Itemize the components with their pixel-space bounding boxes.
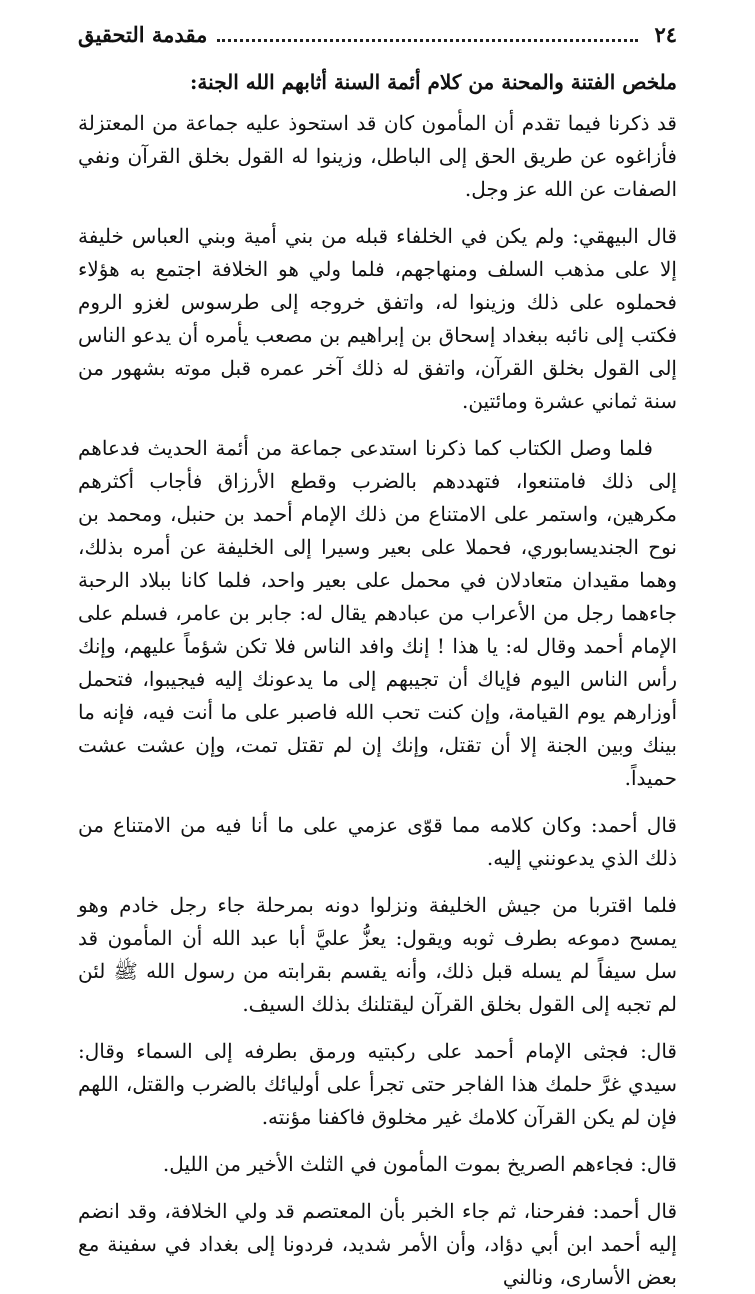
page-body: [78, 66, 677, 1294]
paragraph: فلما اقتربا من جيش الخليفة ونزلوا دونه بمرحلة جاء رجل خادم وهو يمسح دموعه بطرف ثوبه ويقول: يعزُّ عليَّ أبا عبد الله أن المأمون قد سل سيفاً لم يسله قبل ذلك، وأنه يقسم بقرابته من رسول الله ﷺ لئن لم تجبه إلى القول بخلق القرآن ليقتلنك بذلك السيف.: [78, 893, 677, 1016]
paragraph: قد ذكرنا فيما تقدم أن المأمون كان قد استحوذ عليه جماعة من المعتزلة فأزاغوه عن طريق الحق إلى الباطل، وزينوا له القول بخلق القرآن ونفي الصفات عن الله عز وجل.: [78, 111, 677, 201]
paragraph: قال أحمد: وكان كلامه مما قوّى عزمي على ما أنا فيه من الامتناع من ذلك الذي يدعونني إليه.: [78, 813, 677, 870]
paragraph: قال: فجاءهم الصريخ بموت المأمون في الثلث الأخير من الليل.: [162, 1152, 677, 1176]
paragraph: قال أحمد: ففرحنا، ثم جاء الخبر بأن المعتصم قد ولي الخلافة، وقد انضم إليه أحمد ابن أبي دؤاد، وأن الأمر شديد، فردونا إلى بغداد في سفينة مع بعض الأسارى، ونالني: [78, 1199, 677, 1289]
paragraph: قال البيهقي: ولم يكن في الخلفاء قبله من بني أمية وبني العباس خليفة إلا على مذهب السلف ومنهاجهم، فلما ولي هو الخلافة اجتمع به هؤلاء فحملوه على ذلك وزينوا له، واتفق خروجه إلى طرسوس لغزو الروم فكتب إلى نائبه ببغداد إسحاق بن إبراهيم بن مصعب يأمره أن يدعو الناس إلى القول بخلق القرآن، واتفق له ذلك آخر عمره قبل موته بشهور من سنة ثماني عشرة ومائتين.: [78, 224, 677, 413]
running-title: مقدمة التحقيق: [78, 22, 208, 47]
page-header: [78, 22, 677, 66]
header-dotted-leader: [217, 39, 638, 42]
section-heading: ملخص الفتنة والمحنة من كلام أئمة السنة أثابهم الله الجنة:: [190, 70, 677, 94]
paragraph: فلما وصل الكتاب كما ذكرنا استدعى جماعة من أئمة الحديث فدعاهم إلى ذلك فامتنعوا، فتهددهم بالضرب وقطع الأرزاق فأجاب أكثرهم مكرهين، واستمر على الامتناع من ذلك الإمام أحمد بن حنبل، ومحمد بن نوح الجنديسابوري، فحملا على بعير وسيرا إلى الخليفة عن أمره بذلك، وهما مقيدان متعادلان في محمل على بعير واحد، فلما كانا ببلاد الرحبة جاءهما رجل من الأعراب من عبادهم يقال له: جابر بن عامر، فسلم على الإمام أحمد وقال له: يا هذا ! إنك وافد الناس فلا تكن شؤماً عليهم، وإنك رأس الناس اليوم فإياك أن تجيبهم إلى ما يدعونك إليه فيجيبوا، فتحمل أوزارهم يوم القيامة، وإن كنت تحب الله فاصبر على ما أنت فيه، فإنه ما بينك وبين الجنة إلا أن تقتل، وإنك إن لم تقتل تمت، وإن عشت عشت حميداً.: [78, 436, 678, 790]
paragraph: قال: فجثى الإمام أحمد على ركبتيه ورمق بطرفه إلى السماء وقال: سيدي غرَّ حلمك هذا الفاجر حتى تجرأ على أوليائك بالضرب والقتل، اللهم فإن لم يكن القرآن كلامك غير مخلوق فاكفنا مؤنته.: [78, 1039, 677, 1129]
page-number: ٢٤: [654, 22, 677, 47]
